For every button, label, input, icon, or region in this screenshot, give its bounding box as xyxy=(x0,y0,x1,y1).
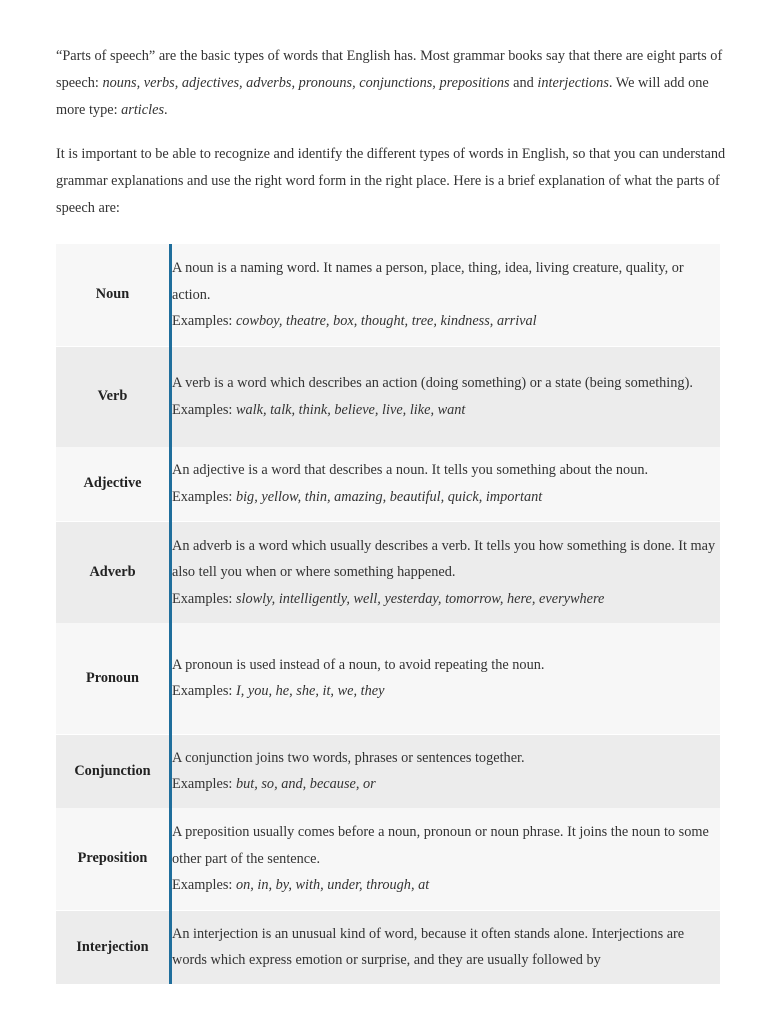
examples-label: Examples: xyxy=(172,401,236,418)
definition-text: An adverb is a word which usually describes a verb. It tells you how something is done. It may also tell you when or where something happened. xyxy=(172,537,716,580)
table-row xyxy=(56,521,720,623)
table-row xyxy=(56,244,720,346)
definition-cell xyxy=(171,623,721,734)
examples-text: I, you, he, she, it, we, they xyxy=(235,683,385,700)
examples-text: walk, talk, think, believe, live, like, want xyxy=(235,401,466,418)
definition-cell xyxy=(171,244,721,346)
intro-paragraph-2: It is important to be able to recognize and identify the different types of words in English, so that you can understand grammar explanations and use the right word form in the right place. Here is a brief explanation of what the parts of speech are: xyxy=(56,146,726,216)
definition-cell xyxy=(171,346,721,447)
definition-text: A conjunction joins two words, phrases or sentences together. xyxy=(172,749,525,766)
term-cell: Conjunction xyxy=(56,734,171,808)
definition-text: A verb is a word which describes an action (doing something) or a state (being something). xyxy=(172,375,693,392)
definition-text: A pronoun is used instead of a noun, to avoid repeating the noun. xyxy=(172,656,545,673)
term-cell: Interjection xyxy=(56,910,171,984)
term-cell: Adjective xyxy=(56,447,171,521)
definition-cell xyxy=(171,808,721,910)
examples-label: Examples: xyxy=(172,877,236,893)
term-cell: Verb xyxy=(56,346,171,447)
examples-text: slowly, intelligently, well, yesterday, tomorrow, here, everywhere xyxy=(235,590,605,607)
definition-text: A noun is a naming word. It names a person, place, thing, idea, living creature, quality, or action. xyxy=(172,260,684,303)
examples-text: big, yellow, thin, amazing, beautiful, quick, important xyxy=(235,488,543,505)
examples-label: Examples: xyxy=(172,313,236,329)
table-row xyxy=(56,734,720,808)
intro-text: . We will add one more type: xyxy=(56,75,709,118)
table-row xyxy=(56,623,720,734)
examples-text: cowboy, theatre, box, thought, tree, kindness, arrival xyxy=(235,313,537,329)
definition-text: An interjection is an unusual kind of word, because it often stands alone. Interjections are words which express emotion or surprise, and they are usually followed by xyxy=(172,925,685,969)
definition-cell xyxy=(171,734,721,808)
intro-paragraph-1 xyxy=(56,43,726,124)
definition-cell xyxy=(171,910,721,984)
examples-label: Examples: xyxy=(172,488,236,505)
table-row xyxy=(56,346,720,447)
intro-emphasis: nouns, verbs, adjectives, adverbs, pronouns, conjunctions, prepositions xyxy=(102,75,510,91)
table-row xyxy=(56,808,720,910)
definition-text: A preposition usually comes before a noun, pronoun or noun phrase. It joins the noun to some other part of the sentence. xyxy=(172,824,709,867)
definition-cell xyxy=(171,521,721,623)
examples-label: Examples: xyxy=(172,776,236,793)
term-cell: Adverb xyxy=(56,521,171,623)
definition-cell xyxy=(171,447,721,521)
term-cell: Noun xyxy=(56,244,171,346)
intro-emphasis: interjections xyxy=(537,75,609,91)
intro-text: . xyxy=(164,102,168,118)
intro-text: and xyxy=(509,75,538,91)
intro-text: “Parts of speech” are the basic types of words that English has. Most grammar books say that there are eight parts of speech: xyxy=(56,48,723,91)
examples-label: Examples: xyxy=(172,683,236,700)
parts-of-speech-table xyxy=(56,244,720,984)
examples-text: but, so, and, because, or xyxy=(235,776,376,793)
term-cell: Pronoun xyxy=(56,623,171,734)
table-row xyxy=(56,910,720,984)
intro-emphasis: articles xyxy=(121,102,165,118)
examples-label: Examples: xyxy=(172,590,236,607)
term-cell: Preposition xyxy=(56,808,171,910)
table-row xyxy=(56,447,720,521)
examples-text: on, in, by, with, under, through, at xyxy=(235,877,430,893)
definition-text: An adjective is a word that describes a noun. It tells you something about the noun. xyxy=(172,462,649,479)
